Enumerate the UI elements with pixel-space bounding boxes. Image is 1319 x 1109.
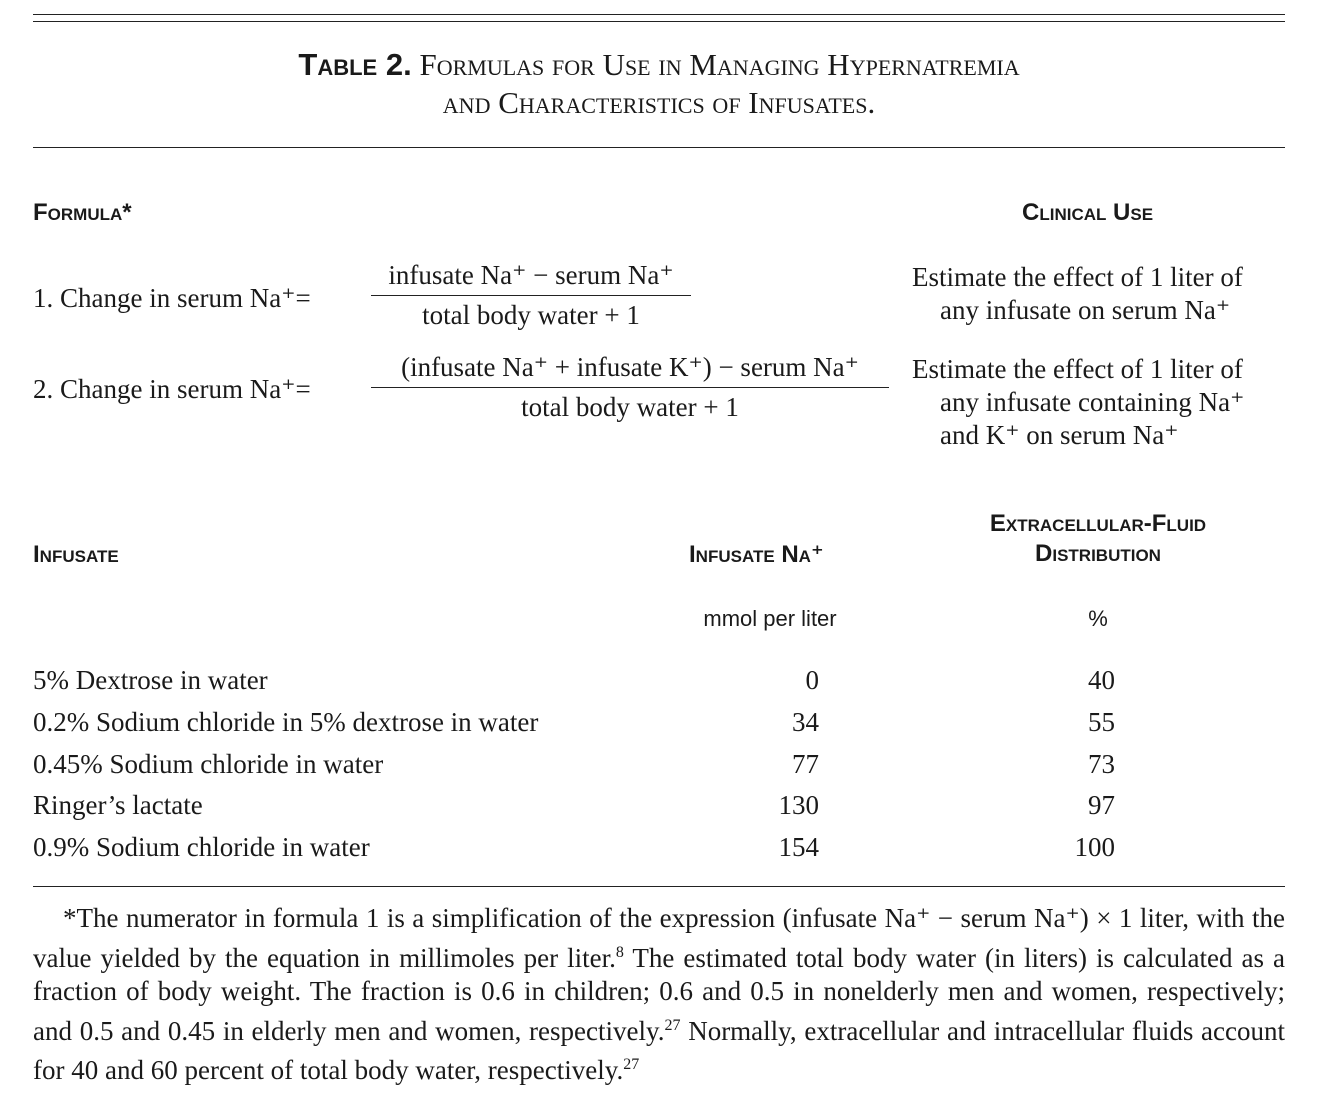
ecf-cell: 97 [1088, 790, 1115, 820]
infusate-name-cell: 0.45% Sodium chloride in water [33, 749, 384, 779]
top-rule-second [33, 21, 1285, 22]
infusate-name-cell: Ringer’s lactate [33, 790, 203, 820]
formula-2-denominator: total body water + 1 [521, 392, 739, 422]
table-title-text: Formulas for Use in Managing Hypernatremia [411, 47, 1020, 82]
footnote-text: *The numerator in formula 1 is a simplification of the expression (infusate Na⁺ − serum Na⁺) × 1 liter, with the value yielded by the equation in millimoles per liter. [33, 903, 1285, 973]
table-title-line-2: and Characteristics of Infusates. [442, 85, 876, 120]
table-footnote [33, 902, 1285, 1088]
table-row [33, 784, 1285, 826]
infusate-na-cell: 154 [778, 832, 819, 862]
formula-2-use-line: and K⁺ on serum Na⁺ [940, 420, 1179, 450]
ecf-distribution-header [948, 509, 1248, 569]
formula-2-lhs: 2. Change in serum Na⁺= [33, 374, 311, 404]
formula-1-use-line: Estimate the effect of 1 liter of [912, 262, 1243, 292]
table-bottom-rule [33, 886, 1285, 887]
infusate-na-unit: mmol per liter [703, 606, 837, 631]
table-title [33, 46, 1285, 122]
top-rule [33, 14, 1285, 15]
footnote-reference: 27 [664, 1016, 681, 1034]
infusate-na-header: Infusate Na⁺ [689, 541, 824, 568]
infusate-name-cell: 0.9% Sodium chloride in water [33, 832, 370, 862]
ecf-header-line-1: Extracellular-Fluid [989, 510, 1207, 537]
footnote-text: The estimated total body water (in liters) is calculated as a fraction of body weight. The fraction is 0.6 in children; 0.6 and 0.5 in nonelderly men and women, respectively; and 0.5 and 0.45 in elderly men and women, respectively. [33, 942, 1285, 1046]
formula-1-numerator: infusate Na⁺ − serum Na⁺ [371, 259, 691, 296]
infusate-name-cell: 5% Dextrose in water [33, 665, 268, 695]
footnote-text: Normally, extracellular and intracellular fluids account for 40 and 60 percent of total body water, respectively. [33, 1015, 1285, 1085]
formula-2-use-line: any infusate containing Na⁺ [940, 387, 1245, 417]
infusate-na-cell: 34 [792, 707, 819, 737]
ecf-cell: 73 [1088, 749, 1115, 779]
ecf-header-line-2: Distribution [1035, 540, 1161, 567]
ecf-cell: 55 [1088, 707, 1115, 737]
table-number: Table 2. [298, 47, 412, 82]
formula-2-numerator: (infusate Na⁺ + infusate K⁺) − serum Na⁺ [371, 351, 889, 388]
formula-header: Formula* [33, 199, 132, 226]
formula-2-use-line: Estimate the effect of 1 liter of [912, 354, 1243, 384]
ecf-cell: 40 [1088, 665, 1115, 695]
infusate-na-cell: 0 [805, 665, 819, 695]
clinical-use-header: Clinical Use [1022, 199, 1154, 226]
footnote-reference: 27 [623, 1056, 640, 1073]
formula-1-use-line: any infusate on serum Na⁺ [940, 295, 1231, 325]
infusate-na-cell: 77 [792, 749, 819, 779]
table-row [33, 659, 1285, 701]
infusate-na-cell: 130 [778, 790, 819, 820]
formula-2-fraction [371, 351, 889, 424]
ecf-unit: % [1088, 606, 1108, 631]
table-row [33, 743, 1285, 785]
formula-1-denominator: total body water + 1 [422, 300, 640, 330]
formula-1-fraction [371, 259, 691, 332]
infusate-name-cell: 0.2% Sodium chloride in 5% dextrose in water [33, 707, 539, 737]
infusate-header: Infusate [33, 541, 119, 568]
formula-1-lhs: 1. Change in serum Na⁺= [33, 283, 311, 313]
ecf-cell: 100 [1074, 832, 1115, 862]
formula-2-clinical-use [912, 353, 1285, 452]
formula-1-clinical-use [912, 261, 1285, 327]
table-title-line-1 [33, 46, 1285, 84]
table-row [33, 701, 1285, 743]
table-row [33, 826, 1285, 868]
footnote-reference: 8 [615, 943, 624, 961]
title-rule [33, 147, 1285, 148]
